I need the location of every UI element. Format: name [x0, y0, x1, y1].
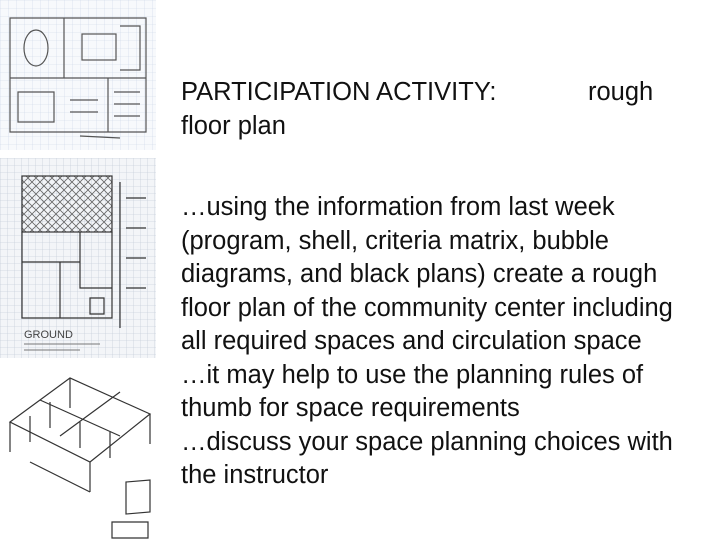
- title-part-1: PARTICIPATION ACTIVITY:: [181, 78, 497, 106]
- slide-content: [181, 76, 701, 493]
- ground-floor-plan-image: [0, 158, 156, 358]
- slide-body: [181, 191, 701, 493]
- paragraph-rules-of-thumb: …it may help to use the planning rules of thumb for space requirements: [181, 360, 644, 422]
- title-part-3: floor plan: [181, 111, 286, 140]
- ground-label: GROUND: [24, 329, 73, 341]
- paragraph-instructions: …using the information from last week (program, shell, criteria matrix, bubble diagrams, and black plans) create a rough floor plan of the community center including all required spaces and circulation space: [181, 193, 673, 355]
- paragraph-discuss: …discuss your space planning choices with the instructor: [181, 427, 673, 489]
- title-part-2: rough: [588, 78, 654, 106]
- isometric-sketch-image: [0, 362, 156, 540]
- slide-title: [181, 76, 701, 143]
- floor-plan-sketch-image: [0, 0, 156, 150]
